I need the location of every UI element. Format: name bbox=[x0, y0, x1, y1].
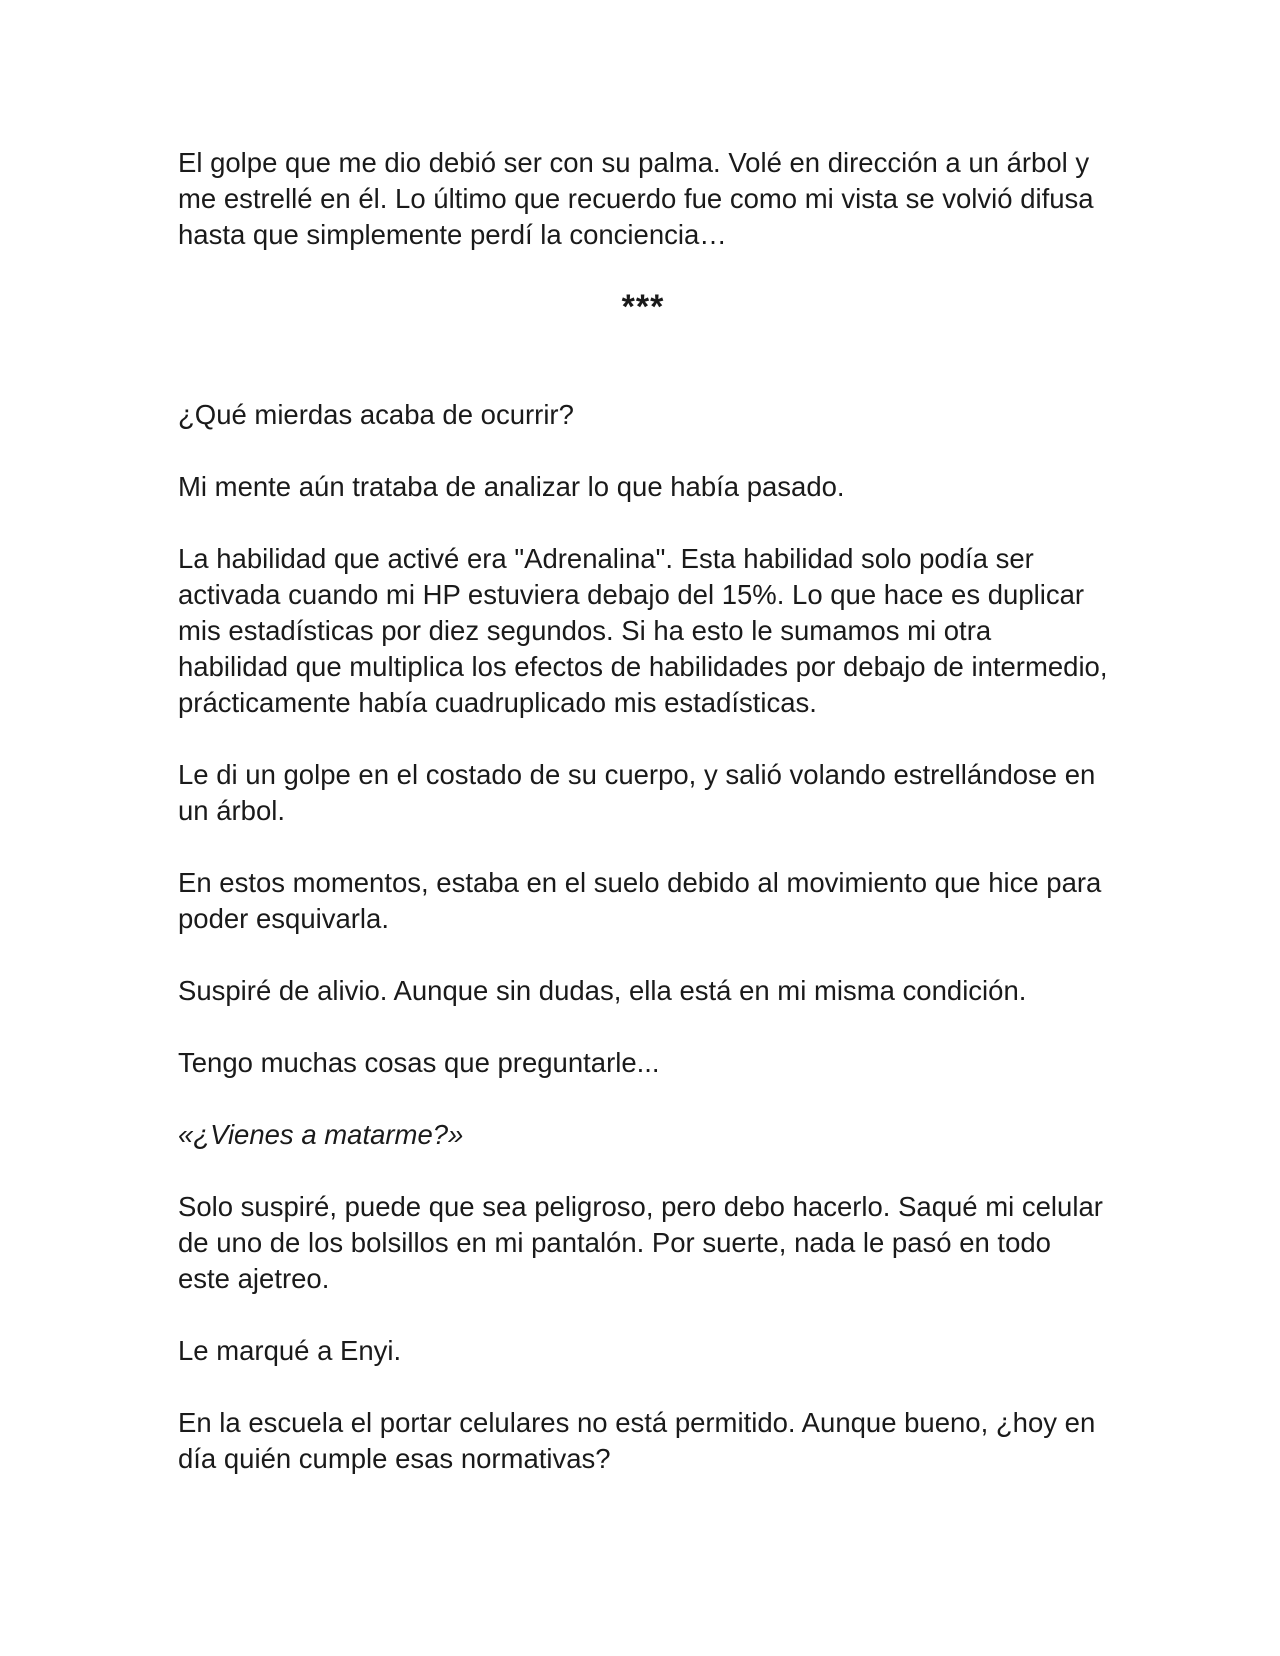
paragraph-question: ¿Qué mierdas acaba de ocurrir? bbox=[178, 399, 574, 430]
paragraph-impact: El golpe que me dio debió ser con su palma. Volé en dirección a un árbol y me estrellé en él. Lo último que recuerdo fue como mi vista se volvió difusa hasta que simplemente perdí la conciencia… bbox=[178, 147, 1094, 250]
paragraph-hit: Le di un golpe en el costado de su cuerpo, y salió volando estrellándose en un árbol. bbox=[178, 759, 1096, 826]
paragraph-questions: Tengo muchas cosas que preguntarle... bbox=[178, 1047, 660, 1078]
scene-separator: *** bbox=[621, 288, 665, 326]
paragraph-relief: Suspiré de alivio. Aunque sin dudas, ella está en mi misma condición. bbox=[178, 975, 1027, 1006]
paragraph-call: Le marqué a Enyi. bbox=[178, 1335, 402, 1366]
paragraph-analysis: Mi mente aún trataba de analizar lo que había pasado. bbox=[178, 471, 845, 502]
paragraph-thought: «¿Vienes a matarme?» bbox=[178, 1119, 464, 1150]
paragraph-on-ground: En estos momentos, estaba en el suelo debido al movimiento que hice para poder esquivarla. bbox=[178, 867, 1102, 934]
document-body bbox=[178, 145, 1108, 1513]
paragraph-adrenaline-skill: La habilidad que activé era "Adrenalina". Esta habilidad solo podía ser activada cuando mi HP estuviera debajo del 15%. Lo que hace es duplicar mis estadísticas por diez segundos. Si ha esto le sumamos mi otra habilidad que multiplica los efectos de habilidades por debajo de intermedio, prácticamente había cuadruplicado mis estadísticas. bbox=[178, 543, 1108, 718]
paragraph-school-rules: En la escuela el portar celulares no está permitido. Aunque bueno, ¿hoy en día quién cumple esas normativas? bbox=[178, 1407, 1096, 1474]
paragraph-phone: Solo suspiré, puede que sea peligroso, pero debo hacerlo. Saqué mi celular de uno de los bolsillos en mi pantalón. Por suerte, nada le pasó en todo este ajetreo. bbox=[178, 1191, 1103, 1294]
